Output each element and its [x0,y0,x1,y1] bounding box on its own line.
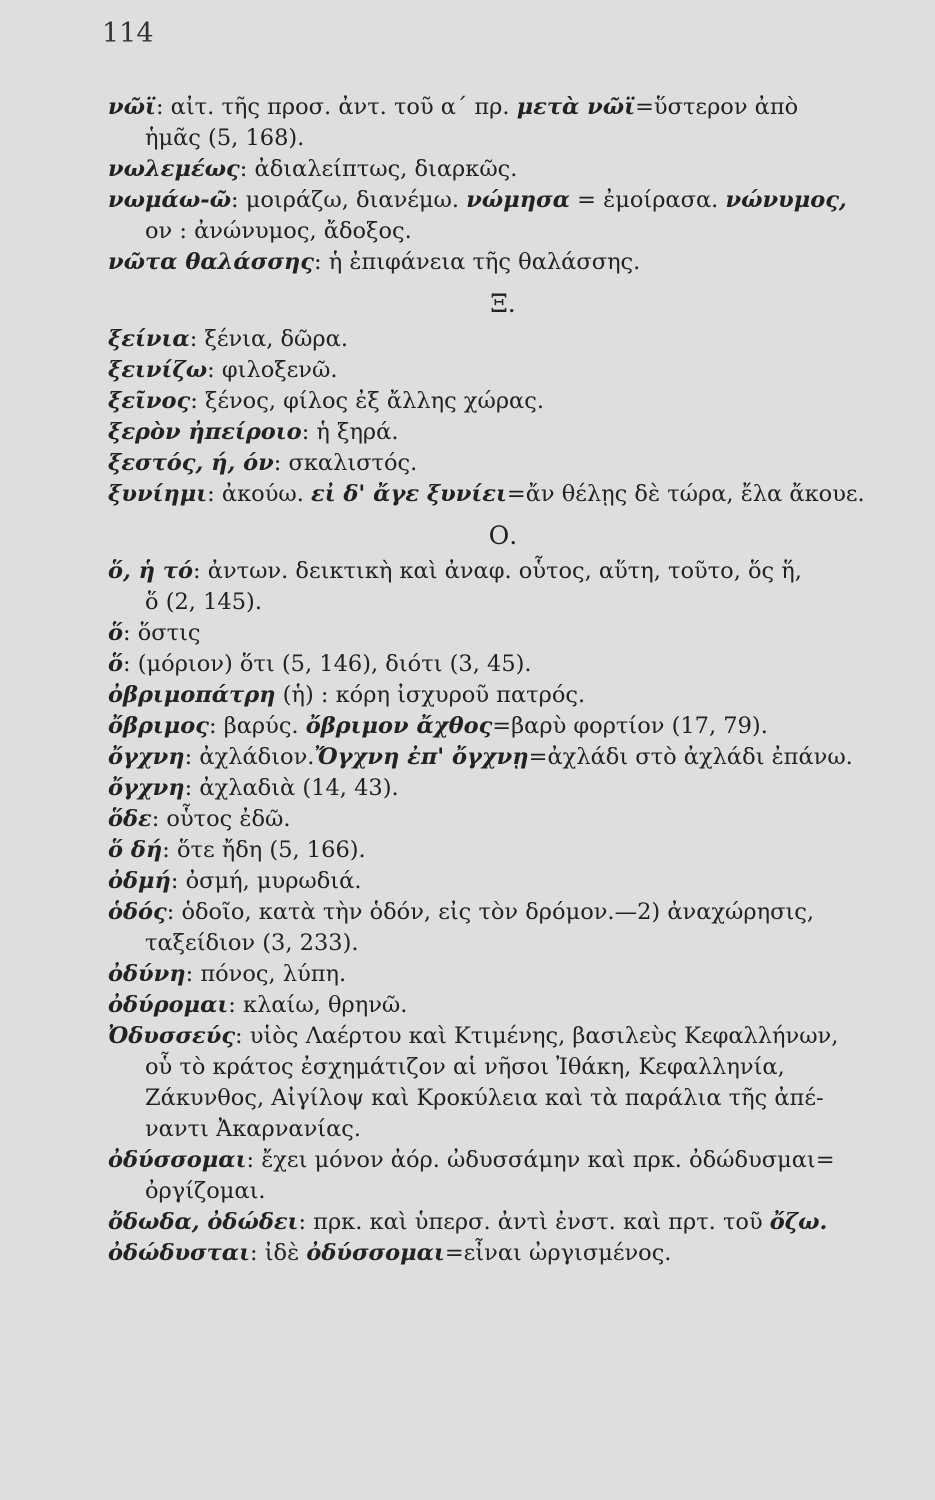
entry-xeinia: ξείνια: ξένια, δῶρα. [108,326,348,352]
entry-nota: νῶτα θαλάσσης: ἡ ἐπιφάνεια τῆς θαλάσσης. [108,249,641,275]
entry-ho3: ὅ: (μόριον) ὅτι (5, 146), διότι (3, 45). [108,651,532,677]
entry-odme: ὀδμή: ὀσμή, μυρωδιά. [108,868,362,894]
headword: ὁδός [108,899,167,925]
headword: ὀβριμοπάτρη [108,682,276,708]
entry-onchne: ὄγχνη: ἀχλάδιον.Ὄγχνη ἐπ' ὄγχνῃ=ἀχλάδι στὸ ἀχλάδι ἐπάνω. [108,744,853,770]
entry-obrimopatre: ὀβριμοπάτρη (ἡ) : κόρη ἰσχυροῦ πατρός. [108,682,586,708]
headword: νωμάω-ῶ [108,187,232,213]
entry-xestos: ξεστός, ή, όν: σκαλιστός. [108,450,418,476]
headword: ὀδύνη [108,961,186,987]
entry-onchne2: ὄγχνη: ἀχλαδιὰ (14, 43). [108,775,399,801]
headword: ὀδώδυσται [108,1240,250,1266]
entry-hode: ὅδε: οὗτος ἐδῶ. [108,806,291,832]
headword: νῶτα θαλάσσης [108,249,314,275]
dictionary-entries [108,92,868,1269]
headword: ξυνίημι [108,481,208,507]
headword: ὄγχνη [108,744,185,770]
headword: ὄβριμος [108,713,209,739]
headword: ξεῖνος [108,388,191,414]
headword: ὀδύσσομαι [108,1147,247,1173]
headword: ὅ, ἡ τό [108,558,194,584]
headword: Ὀδυσσεύς [108,1023,236,1049]
entry-xeinizo: ξεινίζω: φιλοξενῶ. [108,357,338,383]
headword: ὄδωδα, ὀδώδει [108,1209,299,1235]
entry-odyromai: ὀδύρομαι: κλαίω, θρηνῶ. [108,992,408,1018]
headword: ὄγχνη [108,775,185,801]
entry-ho: ὅ, ἡ τό: ἀντων. δεικτικὴ καὶ ἀναφ. οὗτος, αὕτη, τοῦτο, ὅς ἥ, ὅ (2, 145). [108,558,802,615]
entry-hodos: ὁδός: ὁδοῖο, κατὰ τὴν ὁδόν, εἰς τὸν δρόμον.—2) ἀναχώρησις, ταξείδιον (3, 233). [108,899,815,956]
entry-odysseus: Ὀδυσσεύς: υἱὸς Λαέρτου καὶ Κτιμένης, βασιλεὺς Κεφαλλήνων, οὗ τὸ κράτος ἐσχημάτιζον αἱ νῆσοι Ἰθάκη, Κεφαλληνία, Ζάκυνθος, Αἰγίλοψ καὶ Κροκύλεια καὶ τὰ παράλια τῆς ἀπέ- ναντι Ἀκαρνανίας. [108,1023,839,1142]
entry-ododa: ὄδωδα, ὀδώδει: πρκ. καὶ ὑπερσ. ἀντὶ ἐνστ. καὶ πρτ. τοῦ ὄζω. [108,1209,828,1235]
headword: ὅ [108,651,124,677]
headword: ὀδύρομαι [108,992,229,1018]
headword: ὀδμή [108,868,171,894]
page-number: 114 [102,18,154,49]
entry-ho2: ὅ: ὅστις [108,620,201,646]
headword: ξεστός, ή, όν [108,450,274,476]
entry-xeron: ξερὸν ἠπείροιο: ἡ ξηρά. [108,419,399,445]
section-heading-xi: Ξ. [490,289,516,318]
headword: νωλεμέως [108,156,240,182]
headword: ξερὸν ἠπείροιο [108,419,302,445]
entry-noi: νῶϊ: αἰτ. τῆς προσ. ἀντ. τοῦ α΄ πρ. μετὰ νῶϊ=ὕστερον ἀπὸ ἡμᾶς (5, 168). [108,94,799,151]
headword: ξεινίζω [108,357,208,383]
headword: ὅ [108,620,124,646]
entry-ododystai: ὀδώδυσται: ἰδὲ ὀδύσσομαι=εἶναι ὠργισμένος. [108,1240,672,1266]
headword: νῶϊ [108,94,156,120]
entry-xyniemi: ξυνίημι: ἀκούω. εἰ δ' ἄγε ξυνίει=ἄν θέλῃς δὲ τώρα, ἔλα ἄκουε. [108,481,865,507]
section-heading-o: Ο. [488,521,518,550]
entry-hode2: ὅ δή: ὅτε ἤδη (5, 166). [108,837,366,863]
headword: ὅδε [108,806,152,832]
entry-odyne: ὀδύνη: πόνος, λύπη. [108,961,347,987]
headword: ὅ δή [108,837,163,863]
entry-obrimos: ὄβριμος: βαρύς. ὄβριμον ἄχθος=βαρὺ φορτίον (17, 79). [108,713,768,739]
entry-odyssomai: ὀδύσσομαι: ἔχει μόνον ἀόρ. ὠδυσσάμην καὶ πρκ. ὀδώδυσμαι= ὀργίζομαι. [108,1147,835,1204]
entry-xeinos: ξεῖνος: ξένος, φίλος ἐξ ἄλλης χώρας. [108,388,544,414]
entry-nolemeos: νωλεμέως: ἀδιαλείπτως, διαρκῶς. [108,156,518,182]
headword: ξείνια [108,326,190,352]
entry-nomao: νωμάω-ῶ: μοιράζω, διανέμω. νώμησα = ἐμοίρασα. νώνυμος, ον : ἀνώνυμος, ἄδοξος. [108,187,847,244]
